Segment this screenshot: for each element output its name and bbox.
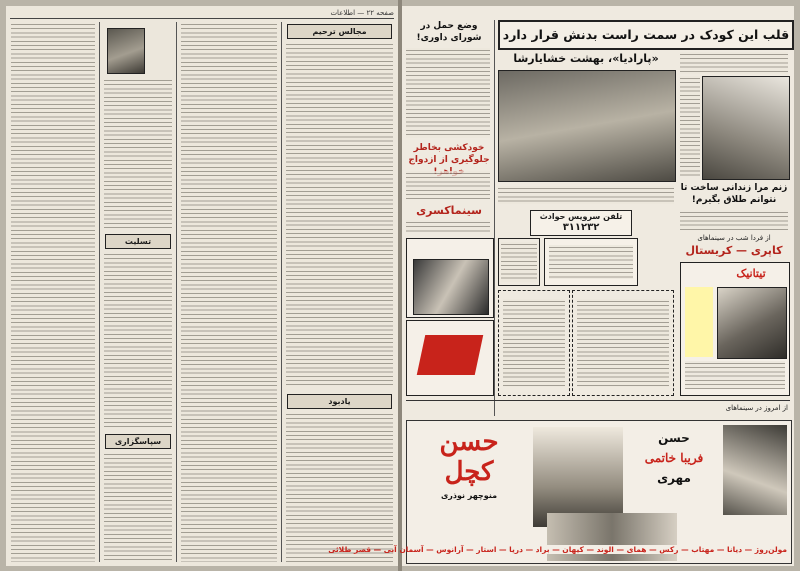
cinema-list xyxy=(328,545,787,554)
column-rule xyxy=(99,22,100,562)
left-column-2 xyxy=(101,22,175,562)
greeting-ad xyxy=(572,290,674,396)
text-block xyxy=(286,42,393,387)
film-ad-dancers xyxy=(406,238,494,318)
doctor-child-photo xyxy=(702,76,790,180)
husband-headline: زنم مرا زندانی ساخت تا نتوانم طلاق بگیرم! xyxy=(680,183,788,205)
text-block xyxy=(680,210,788,230)
cat-ballou-logo xyxy=(417,335,484,375)
text-block xyxy=(286,412,393,562)
memorial-section-title: یادبود xyxy=(287,394,392,409)
titanic-photo xyxy=(717,287,787,359)
co-star-name: حسن xyxy=(658,431,690,445)
film-title: حسن کچل xyxy=(439,427,499,487)
text-block xyxy=(501,242,537,282)
ruins-photo xyxy=(498,70,676,182)
text-block xyxy=(104,252,172,427)
text-block xyxy=(104,78,172,228)
hassan-kachal-film-ad xyxy=(328,420,792,564)
left-column-1 xyxy=(8,22,98,562)
thanks-section-title: سپاسگزاری xyxy=(105,434,171,449)
cinema-service-title: سینماکسری xyxy=(416,204,482,217)
accident-phone: ۳۱۱۲۳۲ xyxy=(562,222,600,233)
text-block xyxy=(549,245,633,279)
crystal-title: کاپری — کریستال xyxy=(685,244,783,257)
column-rule xyxy=(176,22,177,562)
section-rule xyxy=(406,400,790,401)
announcement-ad xyxy=(498,290,570,396)
accident-service-label: تلفن سرویس حوادث xyxy=(539,212,623,221)
portrait-photo xyxy=(107,28,145,74)
obituaries-section-title: مجالس ترحیم xyxy=(287,24,392,39)
photo-caption-lines xyxy=(498,186,674,204)
classified-ad xyxy=(498,238,540,286)
titanic-film-ad xyxy=(680,262,790,396)
text-block xyxy=(680,52,788,74)
left-column-4 xyxy=(283,22,396,562)
accident-service-box xyxy=(530,210,632,236)
shop-ad xyxy=(544,238,638,286)
suicide-headline: خودکشی بخاطر جلوگیری از ازدواج xyxy=(408,143,490,165)
paradia-headline: «پارادیا»، بهشت خشایارشا xyxy=(513,52,659,65)
left-column-3 xyxy=(178,22,280,562)
support-actress-name: مهری xyxy=(657,471,691,485)
lead-actress-name: فریبا خاتمی xyxy=(644,451,704,465)
condolence-section-title: تسلیت xyxy=(105,234,171,249)
column-rule xyxy=(494,20,495,416)
pregnancy-headline: وضع حمل در شورای داوری! xyxy=(416,21,482,43)
text-block xyxy=(577,299,669,387)
left-newspaper-page xyxy=(6,6,398,566)
listings-label xyxy=(726,404,788,412)
main-headline: قلب این کودک در سمت راست بدنش قرار دارد xyxy=(498,20,794,50)
text-block xyxy=(104,452,172,562)
director-credit: منوچهر نوذری xyxy=(440,491,498,500)
crystal-subtitle: از فردا شب در سینماهای xyxy=(697,234,771,242)
cinema-names: مولن‌روژ — دیانا — مهتاب — رکس — همای — الوند — کیهان — براد — دریا — استار — آرانوس — آسمان آبی — قصر طلائی xyxy=(328,545,787,554)
cinemas-label: از امروز در سینماهای xyxy=(725,404,788,412)
text-block xyxy=(406,48,490,138)
text-block xyxy=(11,22,95,562)
text-block xyxy=(685,361,785,389)
left-folio: صفحه ۲۲ — اطلاعات xyxy=(10,8,394,19)
text-block xyxy=(406,220,490,232)
showtimes-panel xyxy=(685,287,713,357)
dancers-photo xyxy=(413,259,489,315)
text-block xyxy=(181,22,277,562)
text-block xyxy=(503,299,565,387)
titanic-title: تیتانیک xyxy=(736,267,766,280)
actress-photo xyxy=(723,425,787,515)
film-ad-cat xyxy=(406,320,494,396)
actor-portrait xyxy=(533,427,623,527)
column-rule xyxy=(281,22,282,562)
text-block xyxy=(680,76,700,176)
text-block xyxy=(406,171,490,199)
